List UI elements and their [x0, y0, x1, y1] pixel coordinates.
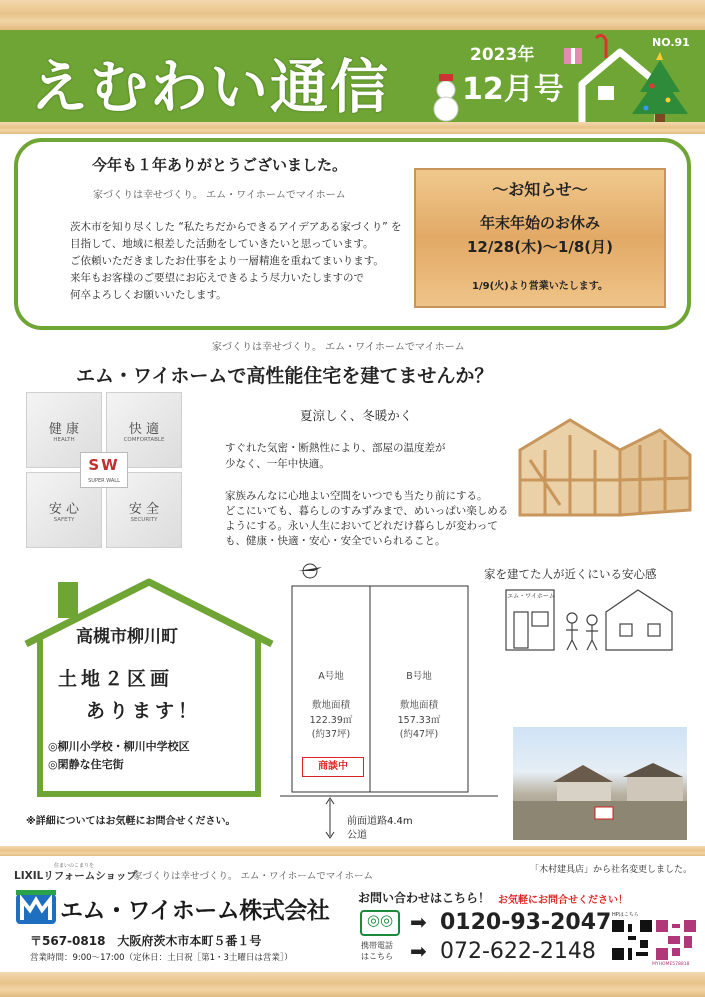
header-wood-strip: [0, 122, 705, 134]
greeting-line: 何卒よろしくお願いいたします。: [70, 289, 227, 301]
christmas-tree-icon: [632, 52, 688, 122]
plot-b-label: 敷地面積: [399, 700, 438, 711]
features-line: も、健康・快適・安心・安全でいられること。: [225, 535, 446, 547]
plot-status-badge: 商談中: [302, 757, 364, 777]
company-logo-icon: [14, 888, 58, 928]
features-line: 家族みんなに心地よい空間をいつでも当たり前にする。: [225, 490, 488, 502]
mobile-label: 携帯電話: [361, 941, 393, 950]
land-quiet-area: ◎閑静な住宅街: [48, 758, 124, 771]
company-address: 〒567-0818 大阪府茨木市本町５番１号: [30, 934, 262, 948]
snowman-icon: [434, 74, 458, 121]
mobile-label-2: はこちら: [361, 952, 393, 961]
sw-label: 快 適: [128, 422, 160, 437]
company-name: エム・ワイホーム株式会社: [60, 898, 330, 924]
features-line: どこにいても、暮らしのすみずみまで、めいっぱい楽しめる: [225, 505, 509, 517]
bottom-wood-strip: [0, 972, 705, 997]
arrow-right-icon: ➡: [410, 939, 427, 963]
contact-subheading: お気軽にお問合せください！: [498, 895, 628, 906]
sw-label: 安 心: [48, 502, 80, 517]
rename-notice: 「木村建具店」から社名変更しました。: [530, 865, 693, 875]
plot-a-label: 敷地面積: [311, 700, 350, 711]
sw-label-en: COMFORTABLE: [123, 437, 165, 443]
sw-label-en: SAFETY: [53, 517, 75, 523]
sw-label-en: SECURITY: [130, 517, 158, 523]
features-line: ようにする。永い人生においてどれだけ暮らしが変わって: [225, 520, 498, 532]
timber-frame-illustration: [510, 400, 695, 525]
notice-holiday-dates: 12/28(木)～1/8(月): [466, 238, 613, 256]
arrow-right-icon: ➡: [410, 910, 427, 934]
greeting-slogan: 家づくりは幸せづくり。 エム・ワイホームでマイホーム: [93, 190, 346, 201]
free-dial-symbol: ◎◎: [366, 911, 394, 929]
notice-title: ～お知らせ～: [492, 180, 588, 199]
qr-homepage-label: HPはこちら: [612, 912, 639, 918]
lixil-logo: LIXILリフォームショップ: [14, 870, 138, 882]
instagram-id: MYHOME578818: [652, 962, 690, 967]
candy-cane-icon: [596, 35, 606, 58]
lixil-tagline: 住まいのこまりを: [54, 863, 95, 869]
superwall-logo-text: SW: [88, 456, 120, 474]
land-photo-scene: [513, 727, 687, 840]
section-slogan: 家づくりは幸せづくり。 エム・ワイホームでマイホーム: [212, 342, 465, 353]
window-icon: [598, 86, 614, 100]
land-count: 土地２区画: [58, 668, 174, 690]
section-heading: エム・ワイホームで高性能住宅を建てませんか？: [76, 365, 494, 387]
greeting-title: 今年も１年ありがとうございました。: [92, 156, 348, 174]
land-inquiry-note: ※詳細についてはお気軽にお問合せください。: [26, 816, 236, 827]
plot-a-area: 122.39㎡: [309, 715, 353, 726]
land-photo: [513, 727, 687, 840]
issue-number: NO.91: [652, 36, 690, 49]
plot-b-tsubo: (約47坪): [399, 729, 439, 740]
road-width: 前面道路4.4m: [347, 816, 413, 827]
greeting-line: 来年もお客様のご要望にお応えできるよう尽力いたしますので: [70, 272, 364, 284]
toll-free-number[interactable]: 0120-93-2047: [440, 910, 612, 935]
sw-label-en: HEALTH: [53, 437, 75, 443]
features-line: 少なく、一年中快適。: [225, 458, 330, 470]
land-available: あります！: [86, 700, 202, 722]
land-city: 高槻市柳川町: [76, 627, 178, 647]
gift-icon: [564, 48, 582, 64]
footer-slogan: 家づくりは幸せづくり。 エム・ワイホームでマイホーム: [133, 871, 374, 882]
sw-label: 安 全: [128, 502, 160, 517]
contact-heading: お問い合わせはこちら！: [358, 891, 491, 905]
mobile-phone-number[interactable]: 072-622-2148: [440, 939, 596, 964]
top-wood-strip: [0, 0, 705, 30]
instagram-qr-icon[interactable]: [656, 920, 696, 960]
shop-sign: エム・ワイホーム: [507, 593, 555, 600]
plot-a-name: A号地: [318, 671, 344, 682]
qr-code-icon[interactable]: [612, 920, 652, 960]
header-decor: [0, 30, 705, 122]
greeting-line: 茨木市を知り尽くした “私たちだからできるアイデアある家づくり” を: [70, 221, 402, 233]
north-arrow-icon: [298, 564, 322, 578]
greeting-line: ご依頼いただきましたお仕事をより一層精進を重ねてまいります。: [70, 255, 384, 267]
plot-a-tsubo: (約37坪): [311, 729, 351, 740]
safety-caption: 家を建てた人が近くにいる安心感: [484, 567, 657, 581]
footer-wood-strip: [0, 846, 705, 856]
notice-reopen: 1/9(火)より営業いたします。: [472, 281, 608, 292]
features-title: 夏涼しく、冬暖かく: [300, 408, 413, 423]
plot-b-area: 157.33㎡: [397, 715, 441, 726]
superwall-logo-sub: SUPER WALL: [88, 478, 120, 484]
issue-year: 2023年: [470, 45, 535, 65]
issue-month: 12月号: [462, 72, 564, 107]
sw-label: 健 康: [48, 422, 80, 437]
newsletter-title: えむわい通信: [30, 53, 391, 121]
greeting-line: 目指して、地域に根差した活動をしていきたいと思っています。: [70, 238, 374, 250]
road-type: 公道: [347, 830, 367, 841]
plot-b-name: B号地: [406, 671, 432, 682]
land-school-district: ◎柳川小学校・柳川中学校区: [48, 740, 190, 753]
features-line: すぐれた気密・断熱性により、部屋の温度差が: [225, 442, 446, 454]
business-hours: 営業時間：9:00～17:00（定休日：土日祝［第1・3土曜日は営業］）: [30, 953, 293, 963]
notice-holiday-label: 年末年始のお休み: [479, 214, 600, 232]
